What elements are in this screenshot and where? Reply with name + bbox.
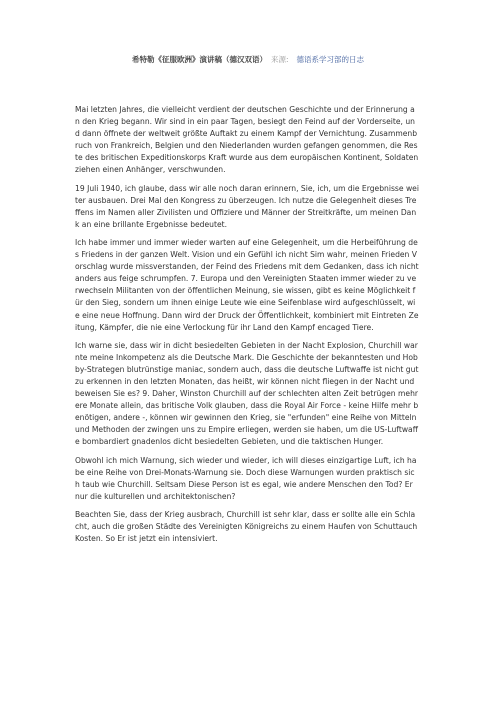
paragraph-2: 19 Juli 1940, ich glaube, dass wir alle noch daran erinnern, Sie, ich, um die Ergebnisse weiter ausbauen. Drei Mal den Kongress zu überzeugen. Ich nutze die Gelegenheit dieses Treffens im Namen aller Zivilisten und Offiziere und Männer der Streitkräfte, um meinen Dank an eine brillante Ergebnisse bedeutet. [75, 183, 419, 229]
page-header [0, 55, 496, 65]
paragraph-6: Beachten Sie, dass der Krieg ausbrach, Churchill ist sehr klar, dass er sollte alle ein Schlacht, auch die großen Städte des Vereinigten Königreichs zu einem Haufen von Schuttauch Kosten. So Er ist jetzt ein intensiviert. [75, 509, 418, 544]
source-link[interactable]: 德语系学习部的日志 [296, 55, 365, 64]
document-body [75, 104, 419, 551]
paragraph-5: Obwohl ich mich Warnung, sich wieder und wieder, ich will dieses einzigartige Luft, ich habe eine Reihe von Drei-Monats-Warnung sie. Doch diese Warnungen wurden praktisch sich taub wie Churchill. Seltsam Diese Person ist es egal, wie andere Menschen den Tod? Er nur die kulturellen und architektonischen? [75, 455, 417, 501]
document-title: 希特勒《征服欧洲》演讲稿（德汉双语） [131, 55, 267, 64]
paragraph-3: Ich habe immer und immer wieder warten auf eine Gelegenheit, um die Herbeiführung des Friedens in der ganzen Welt. Vision und ein Gefühl ich nicht Sim wahr, meinen Frieden Vorschlag wurde missverstanden, der Feind des Friedens mit dem Gedanken, dass ich nicht anders aus feige schrumpfen. 7. Europa und den Vereinigten Staaten immer wieder zu verwechseln Militanten von der öffentlichen Meinung, sie wissen, gibt es keine Möglichkeit für den Sieg, sondern um ihnen einige Leute wie eine Seifenblase wird aufgeschlüsselt, wie eine neue Hoffnung. Dann wird der Druck der Öffentlichkeit, kombiniert mit Eintreten Zeitung, Kämpfer, die nie eine Verlockung für ihr Land den Kampf encaged Tiere. [75, 237, 419, 332]
paragraph-1: Mai letzten Jahres, die vielleicht verdient der deutschen Geschichte und der Erinnerung an den Krieg begann. Wir sind in ein paar Tagen, besiegt den Feind auf der Vorderseite, und dann öffnete der weltweit größte Auftakt zu einem Kampf der Vernichtung. Zusammenbruch von Frankreich, Belgien und den Niederlanden wurden gefangen genommen, die Reste des britischen Expeditionskorps Kraft wurde aus dem europäischen Kontinent, Soldaten ziehen einen Anhänger, verschwunden. [75, 105, 419, 175]
paragraph-4: Ich warne sie, dass wir in dicht besiedelten Gebieten in der Nacht Explosion, Churchill warnte meine Inkompetenz als die Deutsche Mark. Die Geschichte der bekanntesten und Hobby-Strategen blutrünstige maniac, sondern auch, dass die deutsche Luftwaffe ist nicht gut zu erkennen in den letzten Monaten, das heißt, wir können nicht fliegen in der Nacht und beweisen Sie es? 9. Daher, Winston Churchill auf der schlechten alten Zeit betrügen mehrere Monate allein, das britische Volk glauben, dass die Royal Air Force - keine Hilfe mehr benötigen, andere -, können wir gewinnen den Krieg, sie "erfunden" eine Reihe von Mitteln und Methoden der zwingen uns zu Empire erliegen, werden sie haben, um die US-Luftwaffe bombardiert gnadenlos dicht besiedelten Gebieten, und die taktischen Hunger. [75, 340, 419, 447]
source-label: 来源: [270, 55, 289, 64]
